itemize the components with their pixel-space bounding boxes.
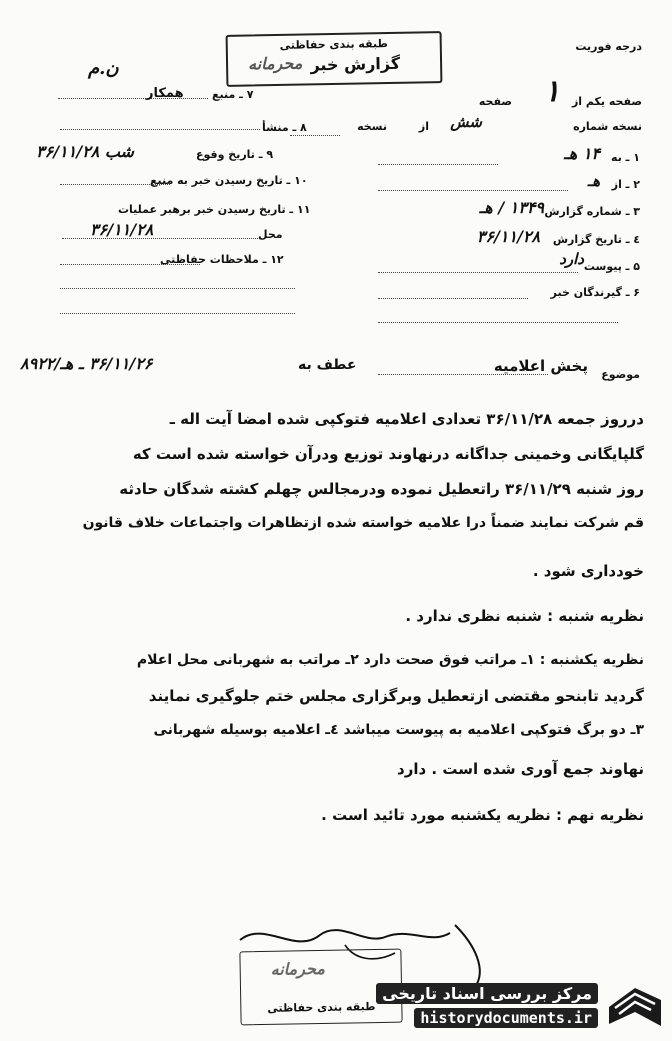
security-notes-label: ۱۲ ـ ملاحظات حفاظتی (160, 253, 284, 266)
urgency-label: درجه فوریت (575, 40, 642, 53)
colleague-signature: ن.م (88, 58, 119, 79)
report-date-label: ٤ ـ تاریخ گزارش (552, 233, 640, 246)
page-suffix: صفحه (478, 95, 512, 108)
occurrence-date-label: ۹ ـ تاریخ وقوع (196, 148, 274, 161)
subject-value: پخش اعلامیه (493, 357, 588, 375)
source-label: ۷ ـ منبع (212, 88, 254, 101)
colleague-line (58, 98, 208, 99)
subject-label: موضوع (601, 368, 640, 381)
stamp-classification-label: طبقه بندی حفاظتی (279, 37, 388, 52)
stamp-report-title: گزارش خبر (310, 53, 401, 75)
from-value: هـ (587, 172, 600, 190)
f5-line (378, 272, 578, 273)
source-receipt-date-label: ۱۰ ـ تاریخ رسیدن خبر به منبع (150, 174, 308, 187)
note-sunday-line-2: گردید تابنحو مقتضی ازتعطیل وبرگزاری مجلس ختم جلوگیری نمایند (148, 687, 644, 705)
body-line-4: قم شرکت نمایند ضمناً درا علامیه خواسته شده ازتظاهرات واجتماعات خلاف قانون (82, 515, 644, 531)
f1-line (378, 164, 498, 165)
f6-line (378, 298, 528, 299)
copy-count: شش (450, 113, 482, 131)
body-line-3: روز شنبه ۳۶/۱۱/۲۹ راتعطیل نموده ودرمجالس چهلم کشته شدگان حادثه (119, 480, 644, 498)
body-line-1: درروز جمعه ۳۶/۱۱/۲۸ تعدادی اعلامیه فتوکپی شده امضا آیت اله ـ (169, 410, 644, 428)
from-label: ۲ ـ از (611, 178, 640, 191)
body-line-2: گلپایگانی وخمینی جداگانه درنهاوند توزیع ودرآن خواسته شده است که (132, 445, 644, 463)
note-sunday-line-3: ۳ـ دو برگ فتوکپی اعلامیه به پیوست میباشد ٤ـ اعلامیه بوسیله شهربانی (153, 722, 644, 738)
body-line-5: خودداری شود . (532, 562, 644, 580)
report-date-value: ۳۶/۱۱/۲۸ (476, 227, 540, 246)
watermark (382, 980, 670, 1035)
watermark-book-icon (605, 982, 665, 1032)
subject-line (378, 374, 548, 375)
reference-value: ۳۶/۱۱/۲۶ ـ هـ/۸۹۲۲ (20, 354, 153, 373)
copy-label: نسخه شماره (573, 120, 642, 133)
f12-line-2 (60, 288, 295, 289)
note-sunday-line-1: نظریه یکشنبه : ۱ـ مراتب فوق صحت دارد ۲ـ مراتب به شهربانی محل اعلام (136, 652, 644, 668)
footer-stamp-handwritten: محرمانه (270, 958, 326, 979)
page-label: صفحه یکم از (571, 95, 642, 108)
to-label: ۱ ـ به (611, 151, 640, 164)
attachment-value: دارد (559, 250, 584, 268)
copy-from: از (418, 120, 429, 133)
occurrence-date-value: شب ۳۶/۱۱/۲۸ (36, 142, 134, 161)
watermark-url: historydocuments.ir (414, 1008, 598, 1028)
page-count: ۱ (543, 74, 560, 109)
f6-line-2 (378, 322, 618, 323)
recipients-label: ۶ ـ گیرندگان خبر (550, 286, 640, 299)
ref8-line (60, 129, 260, 130)
copy-line (290, 135, 340, 136)
note-sunday-line-4: نهاوند جمع آوری شده است . دارد (397, 760, 644, 778)
attachment-label: ۵ ـ پیوست (583, 260, 640, 273)
origin-label: ۸ ـ منشأ (262, 121, 307, 134)
f2-line (378, 190, 568, 191)
reference-label: عطف به (298, 357, 357, 373)
stamp-handwritten-secret: محرمانه (247, 53, 303, 74)
note-saturday: نظریه شنبه : شنبه نظری ندارد . (405, 607, 644, 625)
report-number-value: ۱۳۴۹ / هـ (479, 198, 544, 217)
to-value: ۱۴ هـ (564, 144, 600, 163)
footer-stamp-label: طبقه بندی حفاظتی (267, 1000, 376, 1015)
operations-receipt-date-value: ۳۶/۱۱/۲۸ (90, 220, 154, 239)
f11-line (62, 238, 262, 239)
note-ninth: نظریه نهم : نظریه یکشنبه مورد تائید است . (321, 806, 644, 824)
watermark-title: مرکز بررسی اسناد تاریخی (376, 983, 598, 1004)
colleague-label: همکار (146, 86, 184, 101)
f12-line-3 (60, 313, 295, 314)
copy-word: نسخه (357, 120, 387, 133)
place-label: محل (258, 228, 283, 241)
classification-stamp (226, 31, 443, 87)
report-number-label: ۳ ـ شماره گزارش (544, 205, 640, 218)
operations-receipt-date-label: ۱۱ ـ تاریخ رسیدن خبر برهبر عملیات (118, 203, 311, 216)
